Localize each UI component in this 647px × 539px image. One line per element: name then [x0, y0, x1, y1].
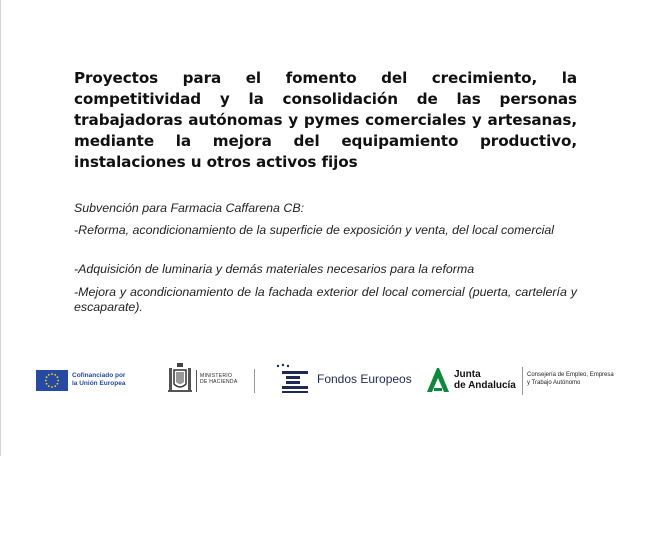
eu-flag-icon: [36, 370, 68, 391]
divider: [196, 370, 197, 392]
funding-logos-bar: [0, 360, 647, 402]
consejeria-label: [527, 371, 614, 387]
junta-line2: de Andalucía: [454, 380, 516, 391]
consejeria-line2: y Trabajo Autónomo: [527, 380, 581, 386]
fondos-europeos-icon: [274, 360, 312, 402]
list-item: -Reforma, acondicionamiento de la superficie de exposición y venta, del local comercial: [74, 223, 555, 237]
junta-line1: Junta: [454, 369, 481, 380]
divider: [254, 369, 255, 393]
eu-cofinanced-label: [72, 372, 125, 388]
eu-label-line2: la Unión Europea: [72, 380, 126, 387]
ministerio-line1: MINISTERIO: [200, 373, 233, 379]
junta-label: [454, 369, 516, 391]
ministerio-label: [200, 373, 237, 385]
spain-coat-of-arms-icon: [166, 360, 194, 402]
fondos-europeos-label: Fondos Europeos: [317, 372, 412, 386]
ministerio-line2: DE HACIENDA: [200, 379, 238, 385]
subsidy-heading: Subvención para Farmacia Caffarena CB:: [74, 201, 305, 215]
list-item: -Mejora y acondicionamiento de la fachada exterior del local comercial (puerta, cartelería y escaparate).: [74, 285, 577, 314]
divider: [522, 367, 523, 395]
consejeria-line1: Consejería de Empleo, Empresa: [527, 372, 614, 378]
document-title: Proyectos para el fomento del crecimiento, la competitividad y la consolidación de las personas trabajadoras autónomas y pymes comerciales y artesanas, mediante la mejora del equipamiento productivo, instalaciones u otros activos fijos: [74, 69, 577, 171]
junta-andalucia-icon: [425, 360, 451, 402]
list-item: -Adquisición de luminaria y demás materiales necesarios para la reforma: [74, 262, 475, 276]
eu-label-line1: Cofinanciado por: [72, 372, 126, 379]
